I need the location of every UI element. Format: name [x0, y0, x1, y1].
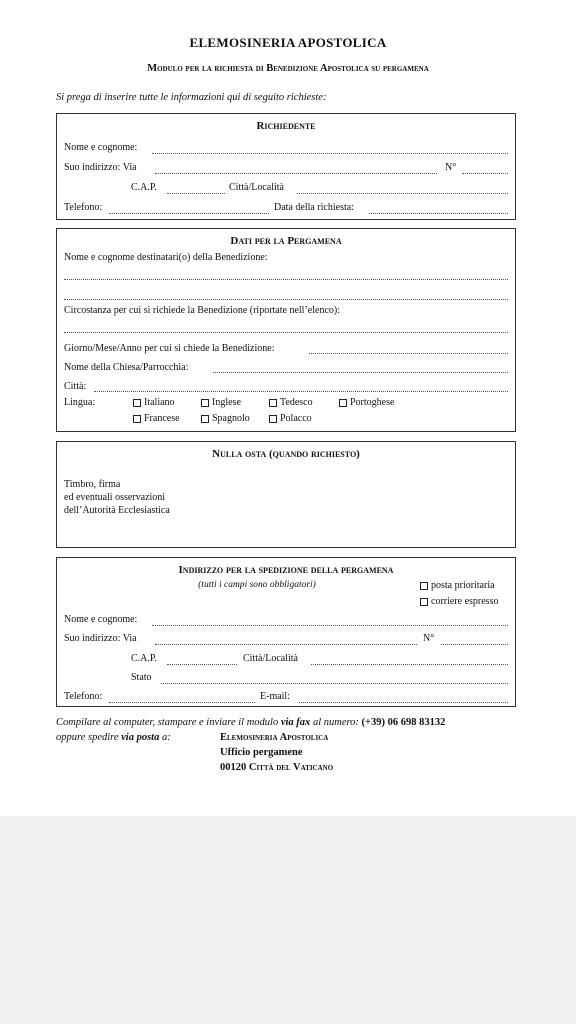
richiedente-nome-field[interactable] — [152, 153, 508, 154]
richiedente-indirizzo-label: Suo indirizzo: Via — [64, 162, 137, 173]
intro-text: Si prega di inserire tutte le informazioni qui di seguito richieste: — [56, 92, 327, 103]
spedizione-telefono-label: Telefono: — [64, 691, 103, 702]
richiedente-cap-label: C.A.P. — [131, 182, 157, 193]
checkbox-square-icon — [269, 415, 277, 423]
corriere-espresso-checkbox[interactable]: corriere espresso — [420, 596, 498, 607]
richiedente-title: Richiedente — [256, 120, 316, 132]
footer-instructions: Compilare al computer, stampare e inviare il modulo via fax al numero: (+39) 06 698 83132 — [56, 717, 446, 728]
spedizione-cap-field[interactable] — [167, 664, 237, 665]
richiedente-numero-label: N° — [445, 162, 457, 173]
lingua-portoghese-checkbox[interactable]: Portoghese — [339, 397, 394, 408]
giorno-label: Giorno/Mese/Anno per cui si chiede la Benedizione: — [64, 343, 275, 354]
lingua-label: Lingua: — [64, 397, 96, 408]
checkbox-square-icon — [339, 399, 347, 407]
spedizione-numero-field[interactable] — [441, 644, 508, 645]
nulla-osta-title: Nulla osta (quando richiesto) — [212, 448, 360, 460]
spedizione-nome-label: Nome e cognome: — [64, 614, 138, 625]
richiedente-numero-field[interactable] — [462, 173, 508, 174]
spedizione-citta-field[interactable] — [311, 664, 508, 665]
richiedente-data-field[interactable] — [369, 213, 508, 214]
spedizione-citta-label: Città/Località — [243, 653, 298, 664]
checkbox-square-icon — [133, 415, 141, 423]
spedizione-email-field[interactable] — [299, 702, 508, 703]
lingua-italiano-checkbox[interactable]: Italiano — [133, 397, 175, 408]
richiedente-telefono-field[interactable] — [109, 213, 269, 214]
spedizione-section — [56, 557, 516, 707]
richiedente-cap-field[interactable] — [167, 193, 225, 194]
richiedente-data-label: Data della richiesta: — [274, 202, 354, 213]
address-line-2: Ufficio pergamene — [220, 747, 303, 758]
circostanza-field[interactable] — [64, 332, 508, 333]
chiesa-field[interactable] — [213, 372, 508, 373]
checkbox-square-icon — [133, 399, 141, 407]
chiesa-label: Nome della Chiesa/Parrocchia: — [64, 362, 189, 373]
spedizione-indirizzo-label: Suo indirizzo: Via — [64, 633, 137, 644]
giorno-field[interactable] — [309, 353, 508, 354]
circostanza-label: Circostanza per cui si richiede la Benedizione (riportate nell’elenco): — [64, 305, 340, 316]
spedizione-cap-label: C.A.P. — [131, 653, 157, 664]
page-title: ELEMOSINERIA APOSTOLICA — [189, 35, 387, 50]
address-line-1: Elemosineria Apostolica — [220, 732, 329, 743]
richiedente-citta-field[interactable] — [297, 193, 508, 194]
nulla-osta-line2: ed eventuali osservazioni — [64, 492, 166, 503]
richiedente-citta-label: Città/Località — [229, 182, 284, 193]
nulla-osta-line3: dell’Autorità Ecclesiastica — [64, 505, 170, 516]
destinatari-field-1[interactable] — [64, 279, 508, 280]
pergamena-section — [56, 228, 516, 432]
spedizione-title: Indirizzo per la spedizione della pergamena — [178, 564, 394, 576]
checkbox-square-icon — [420, 582, 428, 590]
footer-post-line: oppure spedire via posta a: — [56, 732, 171, 743]
spedizione-subtitle: (tutti i campi sono obbligatori) — [198, 580, 316, 590]
lingua-tedesco-checkbox[interactable]: Tedesco — [269, 397, 313, 408]
checkbox-square-icon — [201, 415, 209, 423]
spedizione-nome-field[interactable] — [152, 625, 508, 626]
checkbox-square-icon — [420, 598, 428, 606]
pergamena-citta-label: Città: — [64, 381, 87, 392]
nulla-osta-section — [56, 441, 516, 548]
posta-prioritaria-checkbox[interactable]: posta prioritaria — [420, 580, 495, 591]
lingua-francese-checkbox[interactable]: Francese — [133, 413, 180, 424]
richiedente-via-field[interactable] — [155, 173, 437, 174]
pergamena-title: Dati per la Pergamena — [230, 235, 342, 247]
lingua-polacco-checkbox[interactable]: Polacco — [269, 413, 312, 424]
form-subtitle: Modulo per la richiesta di Benedizione Apostolica su pergamena — [147, 63, 429, 74]
nulla-osta-line1: Timbro, firma — [64, 479, 121, 490]
richiedente-section — [56, 113, 516, 220]
richiedente-telefono-label: Telefono: — [64, 202, 103, 213]
spedizione-via-field[interactable] — [155, 644, 417, 645]
lingua-inglese-checkbox[interactable]: Inglese — [201, 397, 241, 408]
lingua-spagnolo-checkbox[interactable]: Spagnolo — [201, 413, 250, 424]
destinatari-label: Nome e cognome destinatari(o) della Benedizione: — [64, 252, 268, 263]
spedizione-email-label: E-mail: — [260, 691, 290, 702]
checkbox-square-icon — [201, 399, 209, 407]
spedizione-stato-field[interactable] — [161, 683, 508, 684]
spedizione-telefono-field[interactable] — [109, 702, 255, 703]
spedizione-stato-label: Stato — [131, 672, 152, 683]
richiedente-nome-label: Nome e cognome: — [64, 142, 138, 153]
address-line-3: 00120 Città del Vaticano — [220, 762, 334, 773]
spedizione-numero-label: N° — [423, 633, 435, 644]
pergamena-citta-field[interactable] — [94, 391, 508, 392]
checkbox-square-icon — [269, 399, 277, 407]
destinatari-field-2[interactable] — [64, 299, 508, 300]
fax-number: (+39) 06 698 83132 — [361, 717, 446, 728]
